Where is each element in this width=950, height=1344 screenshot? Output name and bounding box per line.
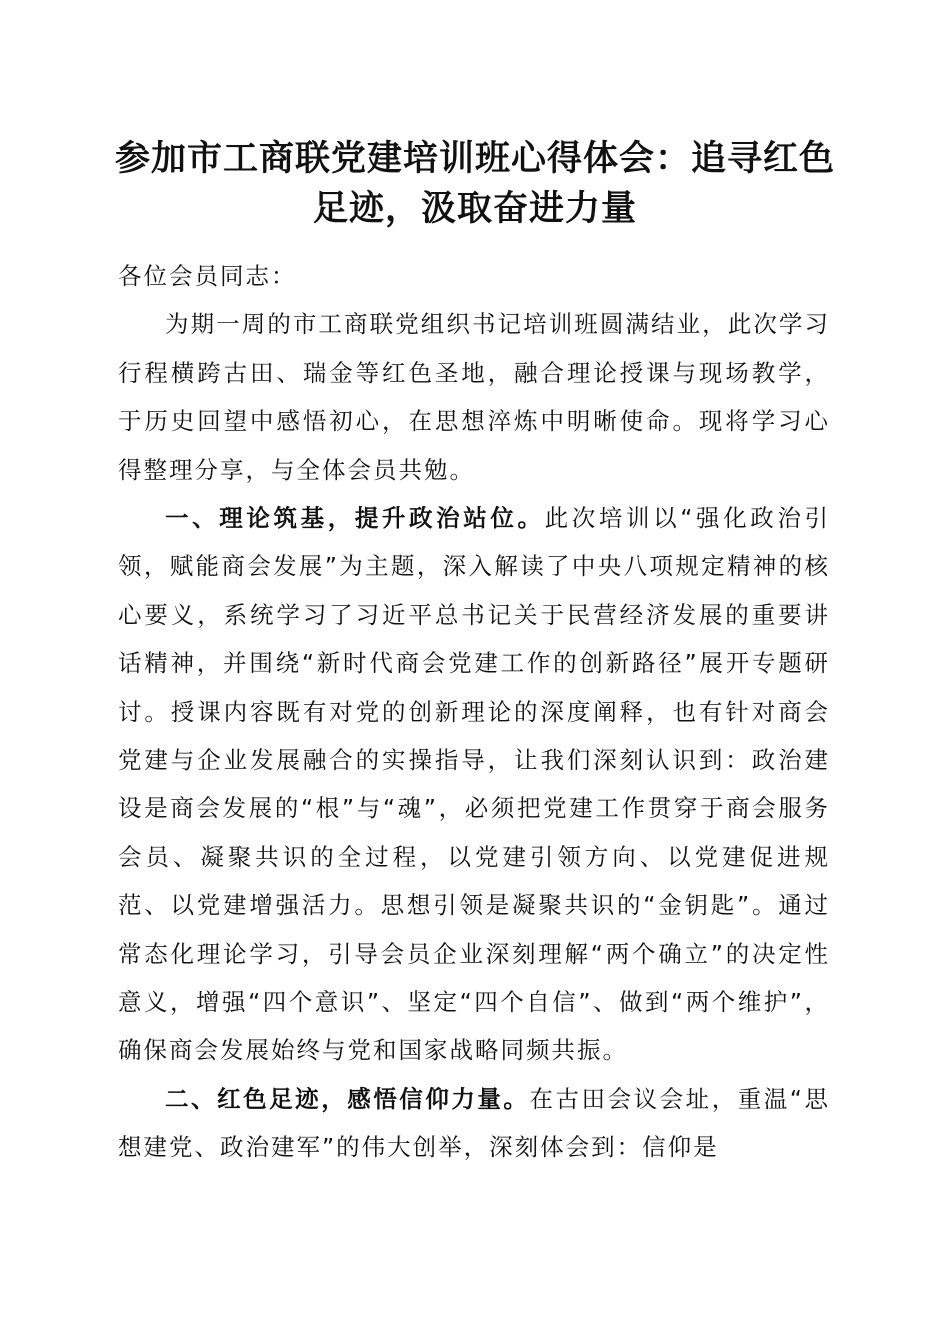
salutation: 各位会员同志： [118, 262, 297, 290]
title-line-1: 参加市工商联党建培训班心得体会：追寻红色 [114, 138, 835, 179]
title-line-2: 足迹，汲取奋进力量 [312, 188, 637, 229]
section-2-text: 在古田会议会址，重温“思想建党、政治建军”的伟大创举，深刻体会到：信仰是 [118, 1084, 831, 1162]
section-2-heading: 二、红色足迹，感悟信仰力量。 [165, 1084, 530, 1113]
document-title [100, 134, 850, 234]
intro-paragraph: 为期一周的市工商联党组织书记培训班圆满结业，此次学习行程横跨古田、瑞金等红色圣地，融合理论授课与现场教学，于历史回望中感悟初心，在思想淬炼中明晰使命。现将学习心得整理分享，与全体会员共勉。 [118, 310, 830, 484]
document-body [118, 252, 830, 1172]
section-2-paragraph [118, 1075, 830, 1172]
section-1-text: 此次培训以“强化政治引领，赋能商会发展”为主题，深入解读了中央八项规定精神的核心要义，系统学习了习近平总书记关于民营经济发展的重要讲话精神，并围绕“新时代商会党建工作的创新路径”展开专题研讨。授课内容既有对党的创新理论的深度阐释，也有针对商会党建与企业发展融合的实操指导，让我们深刻认识到：政治建设是商会发展的“根”与“魂”，必须把党建工作贯穿于商会服务会员、凝聚共识的全过程，以党建引领方向、以党建促进规范、以党建增强活力。思想引领是凝聚共识的“金钥匙”。通过常态化理论学习，引导会员企业深刻理解“两个确立”的决定性意义，增强“四个意识”、坚定“四个自信”、做到“两个维护”，确保商会发展始终与党和国家战略同频共振。 [118, 504, 830, 1065]
section-1-heading: 一、理论筑基，提升政治站位。 [165, 504, 545, 533]
section-1-paragraph [118, 494, 830, 1075]
